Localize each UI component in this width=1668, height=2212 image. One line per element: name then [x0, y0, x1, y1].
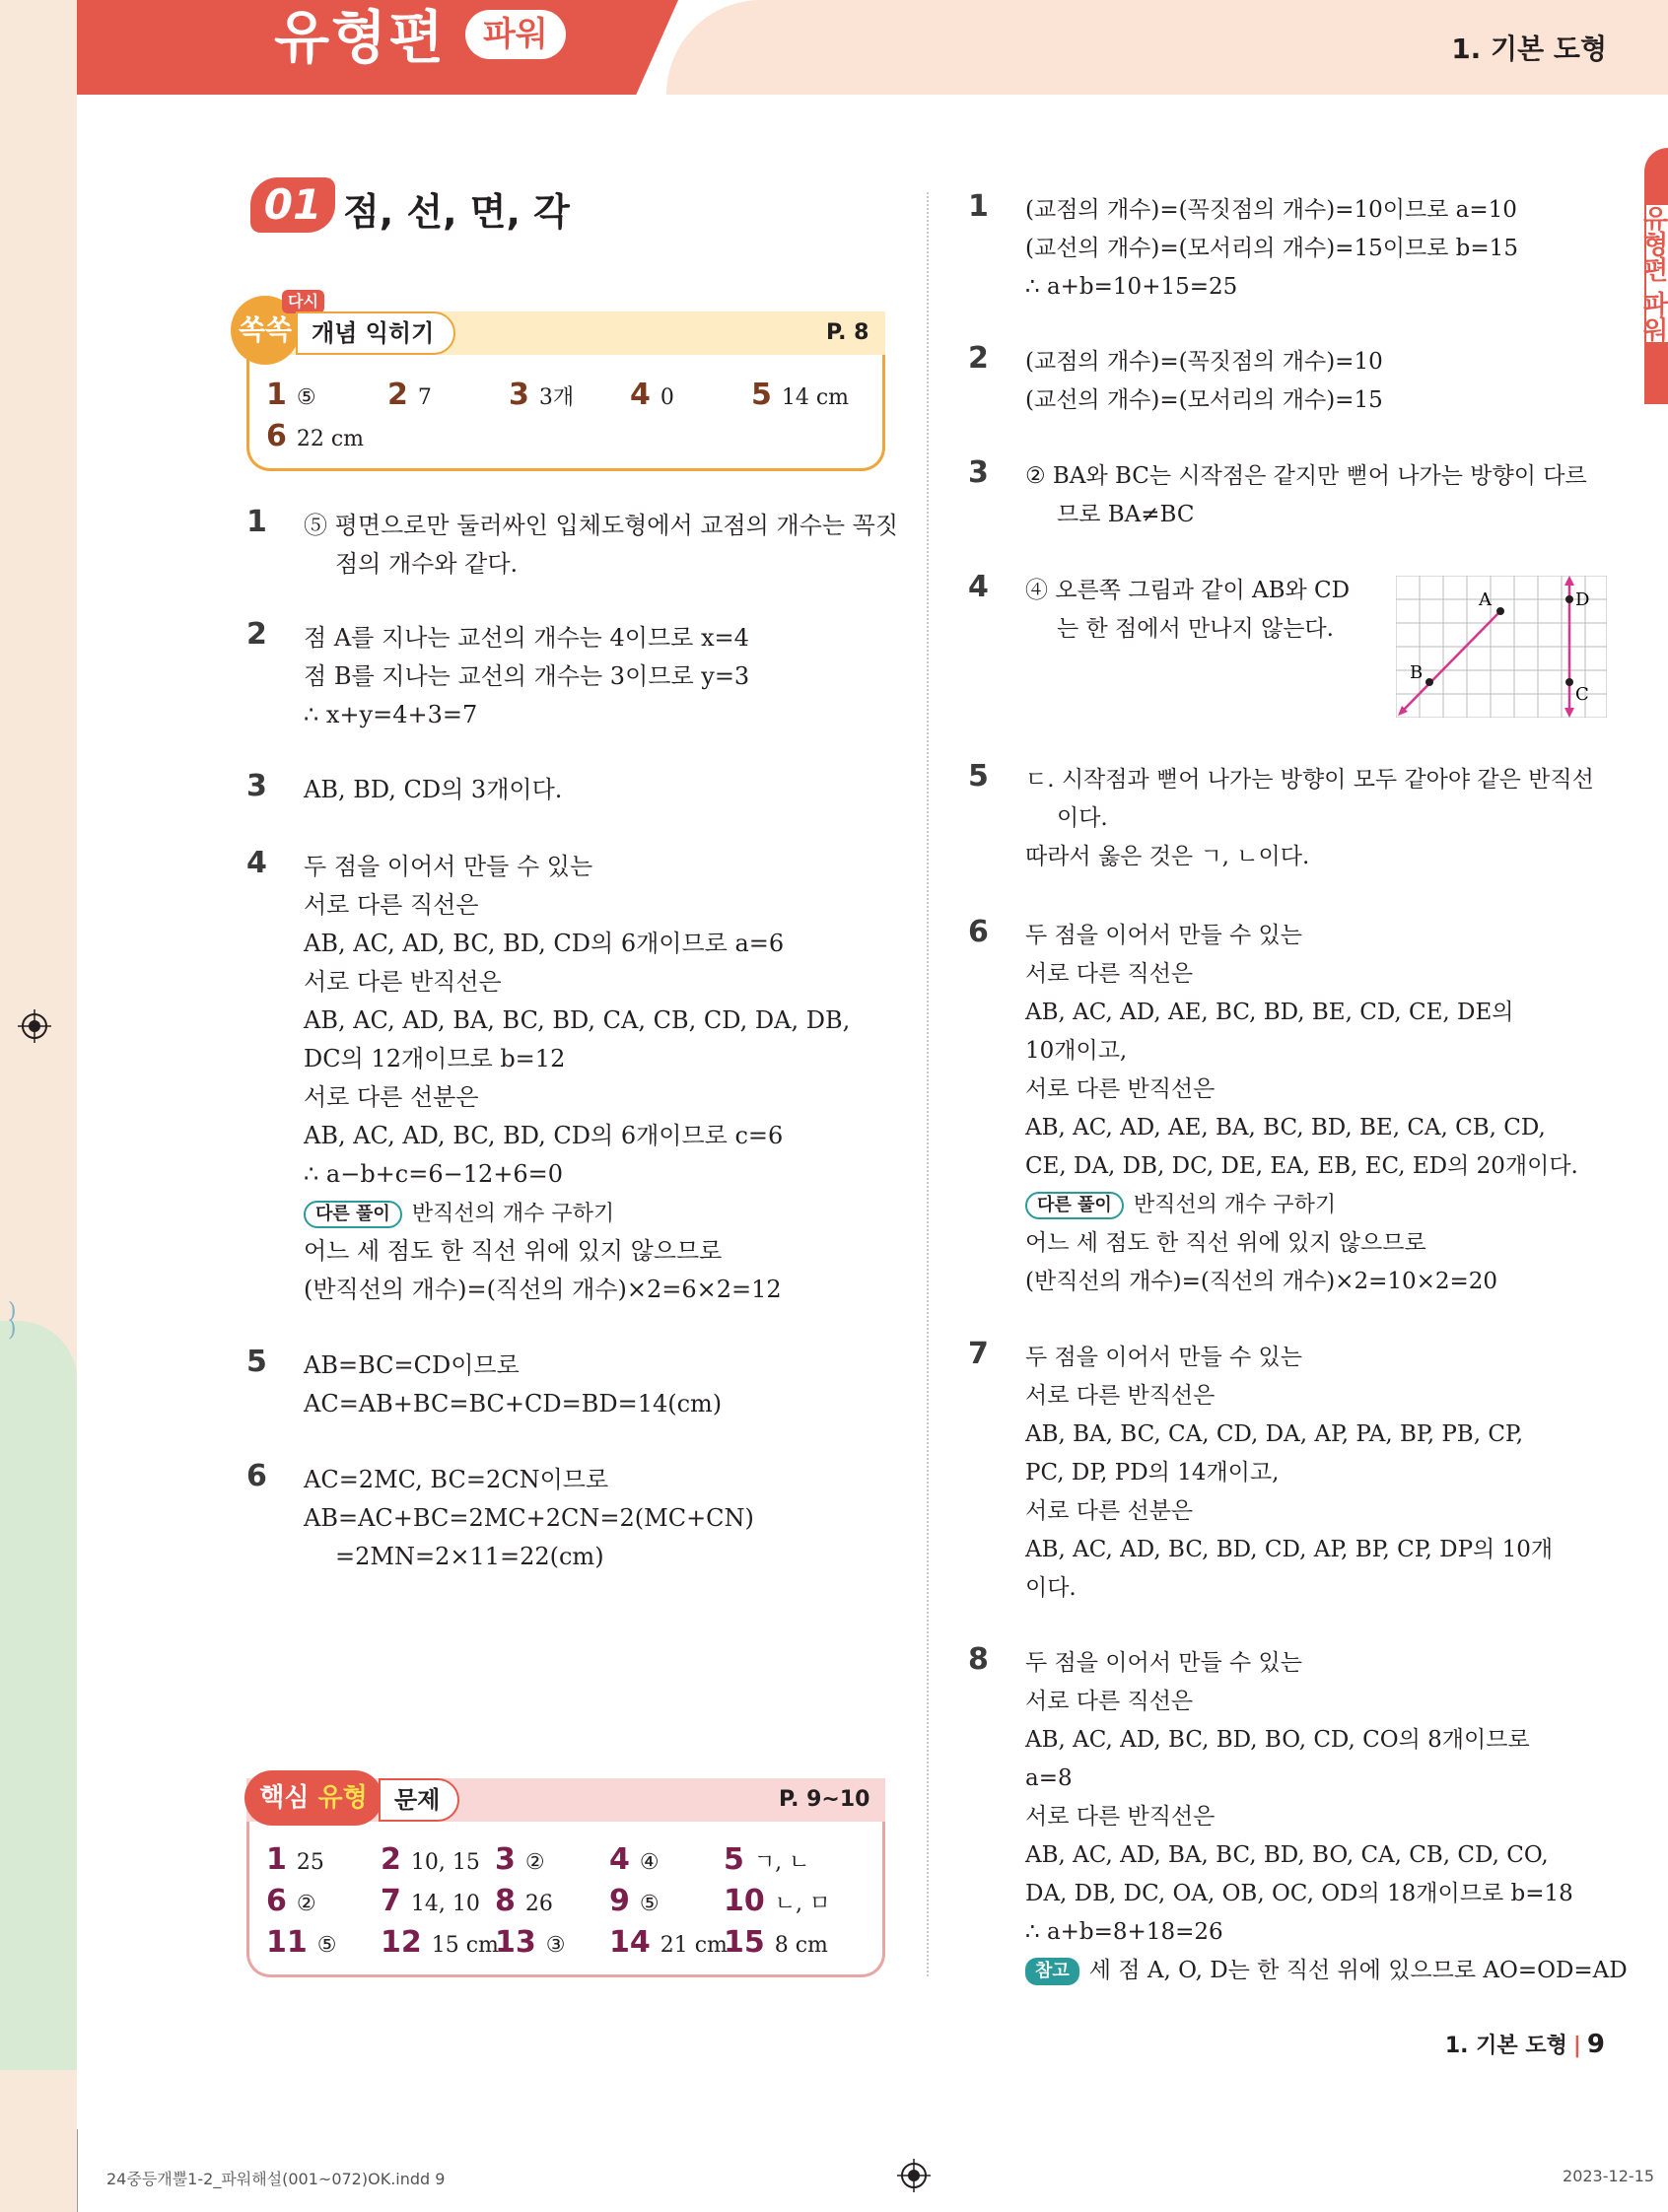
answer-number: 5 — [724, 1842, 744, 1877]
solution-number: 5 — [246, 1345, 267, 1379]
core-label: 문제 — [379, 1778, 459, 1822]
solution-line: AB, AC, AD, AE, BA, BC, BD, BE, CA, CB, CD, — [1025, 1115, 1546, 1141]
core-answer-row — [266, 1881, 862, 1925]
wave-decoration: ) — [8, 1317, 17, 1342]
concept-page-ref: P. 8 — [826, 320, 869, 345]
alt-solution-title: 반직선의 개수 구하기 — [411, 1202, 615, 1226]
concept-tag: 다시 — [282, 290, 324, 313]
answer-value: 0 — [660, 385, 674, 410]
answer-value: ㄱ, ㄴ — [753, 1850, 810, 1875]
reference-line: 세 점 A, O, D는 한 직선 위에 있으므로 AO=OD=AD — [1088, 1958, 1628, 1983]
answer-value: ⑤ — [639, 1892, 660, 1916]
solution-line: 므로 BA≠BC — [1057, 502, 1195, 527]
line-cd-arrow-icon — [1564, 708, 1574, 718]
answer-value: 14, 10 — [410, 1892, 480, 1916]
answer-value: 10, 15 — [410, 1850, 480, 1875]
print-date: 2023-12-15 — [1563, 2167, 1654, 2185]
solution-line: AB, AC, AD, BC, BD, CD의 6개이므로 c=6 — [304, 1122, 784, 1149]
solution-number: 6 — [246, 1459, 267, 1493]
answer-number: 8 — [495, 1884, 516, 1918]
solution-line: 서로 다른 직선은 — [1025, 1689, 1194, 1714]
answer-number: 3 — [509, 378, 529, 412]
solution-line: 는 한 점에서 만나지 않는다. — [1057, 616, 1334, 642]
concept-label: 개념 익히기 — [296, 311, 455, 355]
solution-number: 4 — [968, 570, 989, 604]
answer-value: ② — [524, 1850, 545, 1875]
answer-value: ④ — [639, 1850, 660, 1875]
page-number: 9 — [1586, 2030, 1605, 2059]
solution-line: (반직선의 개수)=(직선의 개수)×2=10×2=20 — [1025, 1269, 1498, 1294]
green-decoration — [0, 1321, 77, 2070]
solution-line: PC, DP, PD의 14개이고, — [1025, 1460, 1280, 1486]
solution-line: 서로 다른 선분은 — [304, 1083, 479, 1111]
chapter-header: 1. 기본 도형 — [1451, 33, 1607, 65]
solution-number: 1 — [246, 505, 267, 539]
solution-number: 8 — [968, 1642, 989, 1677]
answer-number: 7 — [381, 1884, 401, 1918]
core-badge-a: 핵심 — [259, 1783, 310, 1813]
solution-number: 7 — [968, 1337, 989, 1371]
solution-number: 2 — [246, 617, 267, 652]
brand-title: 유형편 — [274, 4, 447, 71]
answer-number: 6 — [266, 419, 287, 453]
answer-value: 21 cm — [660, 1933, 728, 1958]
solution-line: 서로 다른 반직선은 — [1025, 1383, 1216, 1409]
ray-grid-figure — [1396, 576, 1607, 718]
label-d: D — [1575, 589, 1590, 610]
solution-line: AB, AC, AD, BC, BD, CD, AP, BP, CP, DP의 10개 — [1025, 1537, 1554, 1562]
solution-line: AB, AC, AD, BA, BC, BD, BO, CA, CB, CD, CO, — [1025, 1842, 1549, 1868]
answer-number: 11 — [266, 1925, 308, 1960]
alt-solution-title: 반직선의 개수 구하기 — [1133, 1193, 1337, 1217]
solution-line: 이다. — [1057, 805, 1108, 831]
solution-line: DA, DB, DC, OA, OB, OC, OD의 18개이므로 b=18 — [1025, 1881, 1573, 1906]
answer-number: 3 — [495, 1842, 516, 1877]
answer-value: 7 — [417, 385, 432, 410]
solution-line: AB, AC, AD, BC, BD, CD의 6개이므로 a=6 — [304, 930, 785, 957]
point-b — [1425, 678, 1433, 686]
solution-line: 서로 다른 직선은 — [304, 891, 479, 919]
answer-value: ② — [296, 1892, 316, 1916]
point-c — [1565, 678, 1573, 686]
registration-mark-icon — [18, 1009, 51, 1043]
answer-value: ⑤ — [316, 1933, 337, 1958]
solution-line: AB, BA, BC, CA, CD, DA, AP, PA, BP, PB, CP, — [1025, 1421, 1524, 1447]
solution-number: 1 — [968, 189, 989, 224]
solution-line: AC=2MC, BC=2CN이므로 — [304, 1466, 609, 1493]
line-cd-arrow-icon — [1564, 576, 1574, 586]
column-divider — [927, 192, 929, 1976]
answer-value: 15 cm — [431, 1933, 499, 1958]
solution-line: 서로 다른 반직선은 — [304, 968, 502, 996]
solution-number: 2 — [968, 341, 989, 376]
answer-number: 1 — [266, 1842, 287, 1877]
answer-value: ⑤ — [296, 385, 316, 410]
footer-chapter: 1. 기본 도형 — [1444, 2034, 1567, 2058]
answer-number: 5 — [751, 378, 772, 412]
answer-number: 14 — [609, 1925, 651, 1960]
label-c: C — [1575, 684, 1589, 705]
solution-line: ⑤ 평면으로만 둘러싸인 입체도형에서 교점의 개수는 꼭짓 — [304, 512, 899, 539]
page-footer — [1445, 2029, 1605, 2059]
answer-value: 22 cm — [296, 427, 365, 451]
alt-solution-tag: 다른 풀이 — [304, 1201, 402, 1228]
solution-line: (교점의 개수)=(꼭짓점의 개수)=10 — [1025, 349, 1383, 375]
solution-line: AB, AC, AD, BA, BC, BD, CA, CB, CD, DA, DB, — [304, 1006, 851, 1034]
solution-line: AB=AC+BC=2MC+2CN=2(MC+CN) — [304, 1504, 754, 1532]
footer-separator: | — [1572, 2034, 1581, 2058]
label-b: B — [1410, 662, 1424, 683]
alt-solution-tag: 다른 풀이 — [1025, 1192, 1124, 1219]
section-number: 01 — [250, 177, 335, 233]
solution-line: =2MN=2×11=22(cm) — [335, 1543, 604, 1570]
solution-line: ∴ a+b=10+15=25 — [1025, 274, 1238, 300]
solution-line: ∴ a+b=8+18=26 — [1025, 1919, 1223, 1945]
trim-line — [77, 2129, 78, 2212]
core-badge-b: 유형 — [317, 1783, 368, 1813]
solution-number: 4 — [246, 846, 267, 880]
solution-line: AC=AB+BC=BC+CD=BD=14(cm) — [304, 1390, 723, 1417]
solution-line: 점 A를 지나는 교선의 개수는 4이므로 x=4 — [304, 624, 749, 652]
concept-answer-row — [266, 416, 364, 460]
solution-line: 따라서 옳은 것은 ㄱ, ㄴ이다. — [1025, 844, 1310, 869]
answer-number: 1 — [266, 378, 287, 412]
solution-line: 어느 세 점도 한 직선 위에 있지 않으므로 — [1025, 1230, 1426, 1256]
core-answer-row — [266, 1839, 862, 1884]
solution-line: 이다. — [1025, 1575, 1077, 1601]
solution-line: ㄷ. 시작점과 뻗어 나가는 방향이 모두 같아야 같은 반직선 — [1025, 767, 1594, 793]
solution-line: 점 B를 지나는 교선의 개수는 3이므로 y=3 — [304, 662, 750, 690]
concept-answer-row — [266, 375, 889, 419]
answer-value: ㄴ, ㅁ — [774, 1892, 831, 1916]
answer-number: 4 — [630, 378, 651, 412]
answer-number: 13 — [495, 1925, 536, 1960]
core-answer-row — [266, 1922, 862, 1967]
solution-number: 3 — [246, 769, 267, 803]
solution-line: 서로 다른 선분은 — [1025, 1498, 1194, 1524]
solution-line: ∴ x+y=4+3=7 — [304, 701, 478, 728]
solution-line: 서로 다른 반직선은 — [1025, 1804, 1216, 1830]
core-page-ref: P. 9~10 — [779, 1787, 870, 1812]
solution-line: 두 점을 이어서 만들 수 있는 — [1025, 923, 1302, 948]
answer-number: 2 — [381, 1842, 401, 1877]
solution-line: ∴ a−b+c=6−12+6=0 — [304, 1160, 564, 1188]
solution-line: (교선의 개수)=(모서리의 개수)=15 — [1025, 387, 1383, 413]
solution-number: 3 — [968, 455, 989, 490]
left-decorative-strip — [0, 0, 77, 2212]
answer-number: 2 — [387, 378, 408, 412]
answer-value: 8 cm — [774, 1933, 828, 1958]
solution-line: a=8 — [1025, 1765, 1073, 1791]
solution-line: 10개이고, — [1025, 1038, 1128, 1064]
solution-line: (교점의 개수)=(꼭짓점의 개수)=10이므로 a=10 — [1025, 197, 1517, 223]
solution-line: ④ 오른쪽 그림과 같이 AB와 CD — [1025, 578, 1351, 603]
solution-number: 5 — [968, 759, 989, 794]
answer-value: 25 — [296, 1850, 324, 1875]
solution-line: AB, AC, AD, BC, BD, BO, CD, CO의 8개이므로 — [1025, 1727, 1530, 1753]
solution-line: ② BA와 BC는 시작점은 같지만 뻗어 나가는 방향이 다르 — [1025, 463, 1587, 489]
answer-number: 10 — [724, 1884, 765, 1918]
solution-line: AB, AC, AD, AE, BC, BD, BE, CD, CE, DE의 — [1025, 1000, 1514, 1025]
answer-number: 12 — [381, 1925, 422, 1960]
solution-line: AB, BD, CD의 3개이다. — [304, 776, 563, 803]
solution-line: 두 점을 이어서 만들 수 있는 — [1025, 1345, 1302, 1370]
answer-value: 14 cm — [781, 385, 850, 410]
wave-decoration: ) — [8, 1299, 17, 1324]
solution-line: CE, DA, DB, DC, DE, EA, EB, EC, ED의 20개이다. — [1025, 1153, 1578, 1179]
solution-line: AB=BC=CD이므로 — [304, 1351, 520, 1379]
answer-number: 9 — [609, 1884, 630, 1918]
core-badge — [244, 1770, 382, 1826]
solution-line: 두 점을 이어서 만들 수 있는 — [1025, 1650, 1302, 1676]
answer-value: 3개 — [538, 385, 575, 410]
solution-line: 점의 개수와 같다. — [335, 550, 519, 578]
side-tab-label: 유형편 파워 — [1638, 205, 1668, 343]
answer-value: 26 — [524, 1892, 553, 1916]
section-title: 점, 선, 면, 각 — [343, 190, 570, 234]
solution-line: (반직선의 개수)=(직선의 개수)×2=6×2=12 — [304, 1276, 782, 1303]
solution-line: (교선의 개수)=(모서리의 개수)=15이므로 b=15 — [1025, 236, 1518, 261]
concept-badge: 쏙쏙 — [231, 296, 300, 365]
solution-line: 서로 다른 직선은 — [1025, 961, 1194, 987]
answer-value: ③ — [545, 1933, 566, 1958]
reference-tag: 참고 — [1025, 1958, 1079, 1985]
point-a — [1496, 607, 1504, 615]
registration-mark-icon — [897, 2159, 931, 2192]
solution-line: 어느 세 점도 한 직선 위에 있지 않으므로 — [304, 1237, 723, 1265]
label-a: A — [1479, 589, 1492, 610]
point-d — [1565, 595, 1573, 603]
print-file-name: 24중등개뿔1-2_파워해설(001~072)OK.indd 9 — [106, 2170, 446, 2188]
answer-number: 4 — [609, 1842, 630, 1877]
brand-badge: 파워 — [465, 10, 566, 59]
solution-line: 서로 다른 반직선은 — [1025, 1076, 1216, 1102]
solution-line: DC의 12개이므로 b=12 — [304, 1045, 566, 1072]
answer-number: 6 — [266, 1884, 287, 1918]
solution-line: 두 점을 이어서 만들 수 있는 — [304, 853, 593, 880]
answer-number: 15 — [724, 1925, 765, 1960]
solution-number: 6 — [968, 915, 989, 949]
